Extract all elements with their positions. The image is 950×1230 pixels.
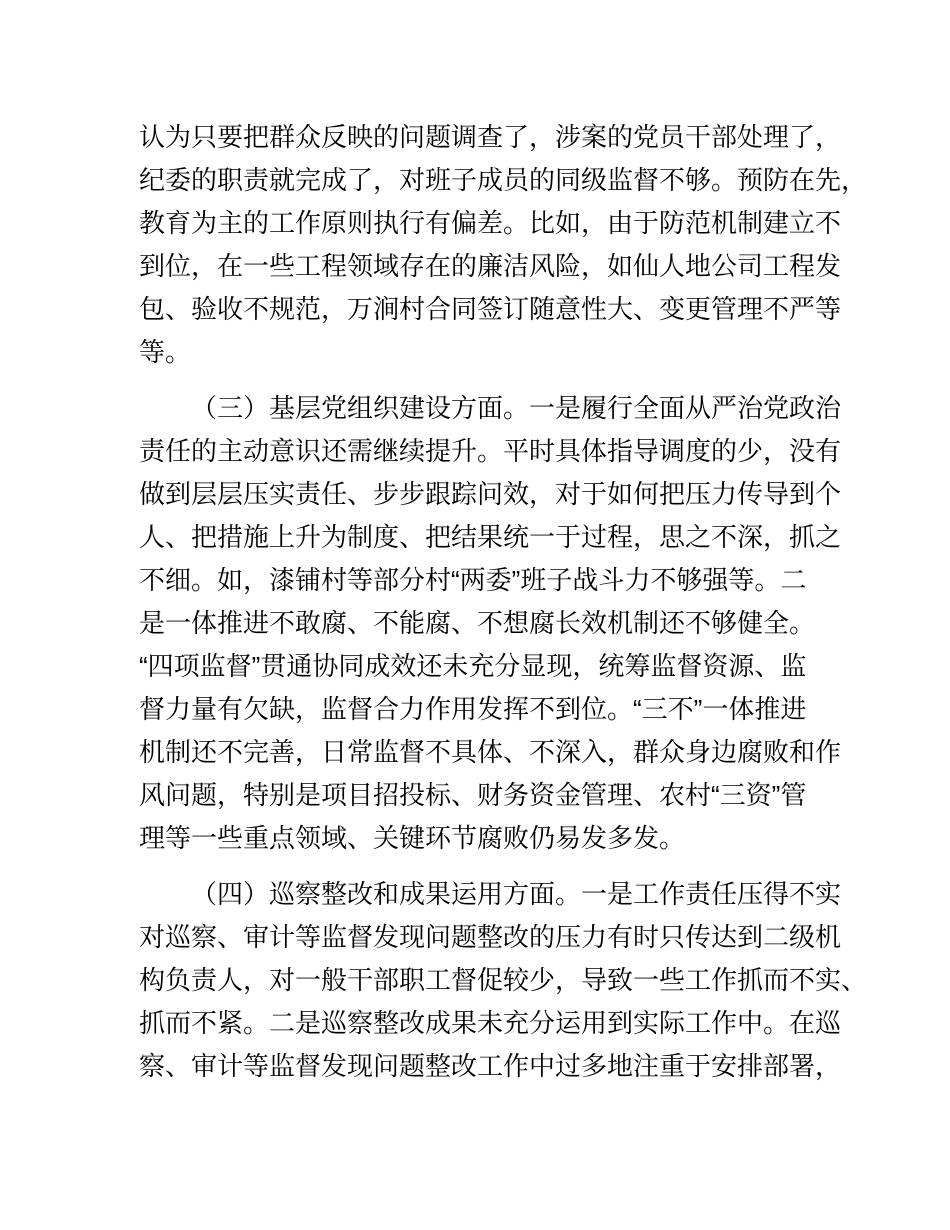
document-body (139, 116, 868, 1088)
text-line: 教育为主的工作原则执行有偏差。比如，由于防范机制建立不 (139, 208, 842, 238)
text-line: 抓而不紧。二是巡察整改成果未充分运用到实际工作中。在巡 (139, 1008, 842, 1038)
text-line: 做到层层压实责任、步步跟踪问效，对于如何把压力传导到个 (139, 479, 842, 509)
text-line: 等。 (139, 337, 192, 367)
text-line: 不细。如，漆铺村等部分村“两委”班子战斗力不够强等。二 (139, 565, 807, 595)
text-line: 风问题，特别是项目招投标、财务资金管理、农村“三资”管 (139, 780, 807, 810)
text-line: 责任的主动意识还需继续提升。平时具体指导调度的少，没有 (139, 436, 842, 466)
text-line: 人、把措施上升为制度、把结果统一于过程，思之不深，抓之 (139, 522, 842, 552)
text-line: 察、审计等监督发现问题整改工作中过多地注重于安排部署， (139, 1051, 842, 1081)
text-line: 认为只要把群众反映的问题调查了，涉案的党员干部处理了， (139, 122, 842, 152)
text-line: 对巡察、审计等监督发现问题整改的压力有时只传达到二级机 (139, 922, 842, 952)
text-line: 包、验收不规范，万涧村合同签订随意性大、变更管理不严等 (139, 294, 842, 324)
text-line: 是一体推进不敢腐、不能腐、不想腐长效机制还不够健全。 (139, 608, 816, 638)
text-line: “四项监督”贯通协同成效还未充分显现，统筹监督资源、监 (139, 651, 807, 681)
text-line: 理等一些重点领域、关键环节腐败仍易发多发。 (139, 823, 686, 853)
text-line: 到位，在一些工程领域存在的廉洁风险，如仙人地公司工程发 (139, 251, 842, 281)
text-line: 督力量有欠缺，监督合力作用发挥不到位。“三不”一体推进 (139, 694, 807, 724)
paragraph-section-four (139, 873, 868, 1088)
paragraph-continuation (139, 116, 868, 374)
text-line: 纪委的职责就完成了，对班子成员的同级监督不够。预防在先， (139, 165, 868, 195)
text-line: 机制还不完善，日常监督不具体、不深入，群众身边腐败和作 (139, 737, 842, 767)
paragraph-section-three (139, 387, 845, 860)
text-line: （三）基层党组织建设方面。一是履行全面从严治党政治 (191, 393, 842, 423)
text-line: 构负责人，对一般干部职工督促较少，导致一些工作抓而不实、 (139, 965, 868, 995)
text-line: （四）巡察整改和成果运用方面。一是工作责任压得不实 (191, 879, 842, 909)
